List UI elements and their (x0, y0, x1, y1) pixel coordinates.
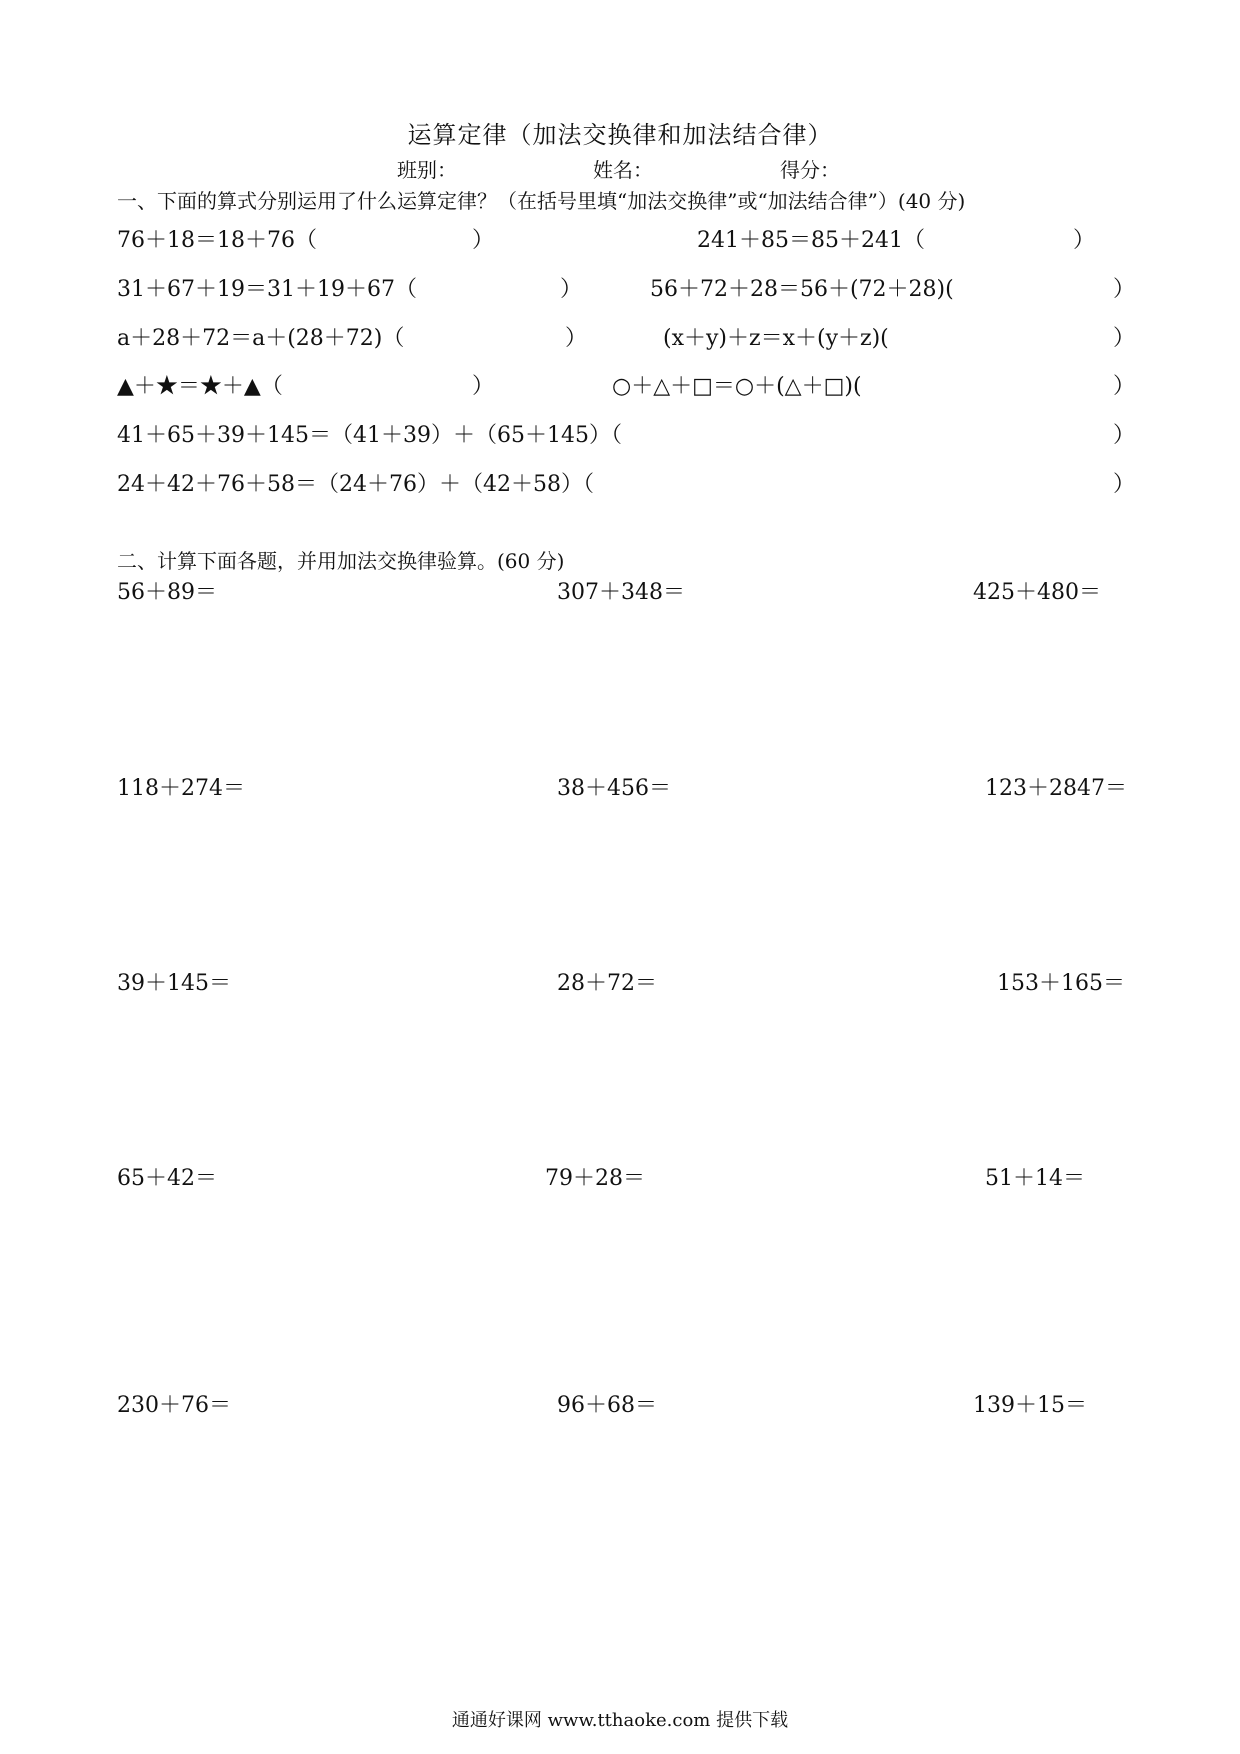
law-question-left: 31＋67＋19＝31＋19＋67（ (117, 277, 417, 302)
footer-credit: 通通好课网 www.tthaoke.com 提供下载 (451, 1710, 789, 1731)
calc-problem: 425＋480＝ (973, 580, 1101, 605)
calc-problem: 123＋2847＝ (985, 776, 1127, 801)
law-question-left: a＋28＋72＝a＋(28＋72)（ (117, 326, 405, 351)
answer-bracket-close: ） (565, 326, 588, 351)
section2-heading: 二、计算下面各题，并用加法交换律验算。(60 分) (117, 549, 565, 573)
score-label: 得分： (780, 158, 840, 182)
answer-bracket-close: ） (1113, 423, 1136, 448)
calc-problem: 118＋274＝ (117, 776, 245, 801)
answer-bracket-close: ） (1113, 472, 1136, 497)
calc-problem: 65＋42＝ (117, 1166, 217, 1191)
law-question-right: 241＋85＝85＋241（ (697, 228, 925, 253)
law-question-right: ○＋△＋□＝○＋(△＋□)( (612, 374, 862, 399)
answer-bracket-close: ） (1113, 326, 1136, 351)
calc-problem: 139＋15＝ (973, 1393, 1087, 1418)
calc-problem: 96＋68＝ (557, 1393, 657, 1418)
law-question-left: 76＋18＝18＋76（ (117, 228, 317, 253)
section1-heading: 一、下面的算式分别运用了什么运算定律？（在括号里填“加法交换律”或“加法结合律”）(40 分) (117, 189, 966, 213)
calc-problem: 56＋89＝ (117, 580, 217, 605)
law-question-long: 24＋42＋76＋58＝（24＋76）＋（42＋58）（ (117, 472, 594, 497)
answer-bracket-close: ） (1113, 277, 1136, 302)
calc-problem: 28＋72＝ (557, 971, 657, 996)
law-question-long: 41＋65＋39＋145＝（41＋39）＋（65＋145）（ (117, 423, 622, 448)
answer-bracket-close: ） (472, 228, 495, 253)
calc-problem: 39＋145＝ (117, 971, 231, 996)
name-label: 姓名： (593, 158, 653, 182)
answer-bracket-close: ） (1113, 374, 1136, 399)
law-question-right: (x＋y)＋z＝x＋(y＋z)( (663, 326, 889, 351)
calc-problem: 230＋76＝ (117, 1393, 231, 1418)
calc-problem: 307＋348＝ (557, 580, 685, 605)
answer-bracket-close: ） (1073, 228, 1096, 253)
calc-problem: 38＋456＝ (557, 776, 671, 801)
calc-problem: 153＋165＝ (997, 971, 1125, 996)
answer-bracket-close: ） (472, 374, 495, 399)
law-question-right: 56＋72＋28＝56＋(72＋28)( (650, 277, 954, 302)
worksheet-title: 运算定律（加法交换律和加法结合律） (407, 121, 833, 149)
calc-problem: 51＋14＝ (985, 1166, 1085, 1191)
answer-bracket-close: ） (560, 277, 583, 302)
law-question-left: ▲＋★＝★＋▲（ (117, 374, 283, 399)
calc-problem: 79＋28＝ (545, 1166, 645, 1191)
class-label: 班别： (397, 158, 457, 182)
